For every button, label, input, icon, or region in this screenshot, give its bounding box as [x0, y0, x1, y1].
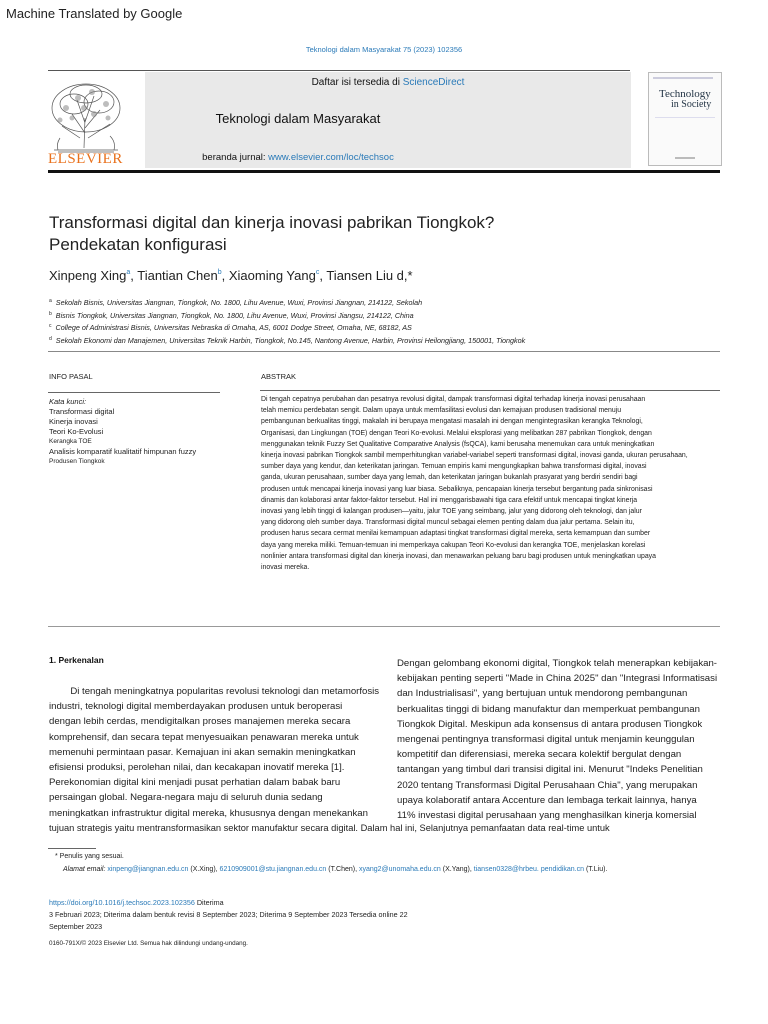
publisher-logo-text: ELSEVIER	[48, 151, 123, 167]
author[interactable]: Tiansen Liu d,*	[326, 268, 413, 283]
email-link[interactable]: xyang2@unomaha.edu.cn	[358, 866, 441, 873]
affiliation-item: $^a$ Sekolah Bisnis, Universitas Jiangnan, Tiongkok, No. 1800, Lihu Avenue, Wuxi, Provinsi Jiangnan, 214122, Sekolah	[49, 298, 423, 307]
header-rule-top	[48, 70, 630, 71]
copyright-line: 0160-791X/© 2023 Elsevier Ltd. Semua hak dilindungi undang-undang.	[49, 940, 248, 947]
affiliation-item: $^b$ Bisnis Tiongkok, Universitas Jiangnan, Tiongkok, No. 1800, Lihu Avenue, Wuxi, Provinsi Jiangsu, 214122, China	[49, 310, 414, 320]
email-link[interactable]: tiansen0328@hrbeu. pendidikan.cn	[473, 866, 585, 873]
footnote-rule	[48, 848, 96, 849]
journal-citation[interactable]: Teknologi dalam Masyarakat 75 (2023) 102356	[305, 45, 463, 54]
footnotes	[49, 850, 607, 876]
divider	[260, 390, 720, 391]
corresponding-author-note: * Penulis yang sesuai.	[55, 853, 124, 860]
keywords-block	[49, 397, 196, 467]
email-link[interactable]: 6210909001@stu.jiangnan.edu.cn	[219, 866, 327, 873]
keyword: Transformasi digital	[49, 407, 115, 416]
keyword: Teori Ko-Evolusi	[49, 427, 104, 436]
keyword: Analisis komparatif kualitatif himpunan fuzzy	[49, 447, 197, 456]
article-history: https://doi.org/10.1016/j.techsoc.2023.102356 Diterima 3 Februari 2023; Diterima dalam bentuk revisi 8 September 2023; Diterima 9 September 2023 Tersedia online 22 September 2023	[49, 898, 408, 931]
keywords-label: Kata kunci:	[49, 397, 87, 406]
abstract-heading: ABSTRAK	[261, 372, 297, 381]
email-footnote: Alamat email: xinpeng@jiangnan.edu.cn (X.Xing), 6210909001@stu.jiangnan.edu.cn (T.Chen), xyang2@unomaha.edu.cn (X.Yang), tiansen0328@hrbeu. pendidikan.cn (T.Liu).	[63, 866, 608, 873]
author[interactable]: Tiantian Chen$^b$	[137, 268, 222, 283]
author[interactable]: Xiaoming Yang$^c$	[228, 268, 320, 283]
machine-translated-banner: Machine Translated by Google	[6, 6, 183, 21]
affiliation-item: $^d$ Sekolah Ekonomi dan Manajemen, Universitas Teknik Harbin, Tiongkok, No.145, Nantong Avenue, Harbin, Provinsi Heilongjiang, 150001, Tiongkok	[49, 335, 526, 345]
cover-title-1: Technology	[659, 88, 711, 100]
header-rule-bottom	[48, 170, 720, 173]
body-column-left: Di tengah meningkatnya popularitas revolusi teknologi dan metamorfosis industri, teknologi digital memberdayakan produsen untuk beroperasi dengan lebih cerdas, mendigitalkan proses manajemen mereka secara komprehensif, dan secara tepat menyesuaikan penawaran mereka untuk memenuhi permintaan pasar. Kemajuan ini akan semakin meningkatkan efisiensi produksi, perolehan nilai, dan kecakapan inovatif mereka [1]. Perekonomian digital kini menjadi pusat perhatian dalam babak baru persaingan global. Negara-negara maju di seluruh dunia sedang meningkatkan infrastruktur digital mereka, khususnya dengan menekankan tujuan strategis yaitu mentransformasikan sektor manufaktur secara digital. Dalam hal ini, Selanjutnya pemanfaatan data real-time untuk	[49, 686, 610, 833]
divider	[48, 626, 720, 627]
paper-title: Transformasi digital dan kinerja inovasi pabrikan Tiongkok? Pendekatan konfigurasi	[49, 213, 495, 254]
journal-title: Teknologi dalam Masyarakat	[215, 111, 381, 126]
article-info-heading: INFO PASAL	[49, 372, 93, 381]
keyword: Kinerja inovasi	[49, 417, 98, 426]
divider	[48, 351, 720, 352]
affiliation-item: $^c$ College of Administrasi Bisnis, Universitas Nebraska di Omaha, AS, 6001 Dodge Street, Omaha, NE, 68182, AS	[49, 323, 412, 332]
keyword: Kerangka TOE	[49, 438, 92, 445]
sciencedirect-link[interactable]: ScienceDirect	[402, 77, 465, 88]
body-column-right: Dengan gelombang ekonomi digital, Tiongkok telah menerapkan kebijakan- kebijakan penting seperti "Made in China 2025" dan "Integrasi Informatisasi dan Industrialisasi", yang bertujuan untuk mendorong pembangunan berkualitas tinggi di bidang manufaktur dan memperkuat pembangunan Tiongkok Digital. Meskipun ada konsensus di antara produsen Tiongkok mengenai pentingnya transformasi digital untuk menjamin keunggulan kompetitif dan diferensiasi, mereka secara kolektif bergulat dengan tantangan yang timbul dari transisi digital ini. Menurut "Indeks Penelitian 2020 tentang Transformasi Digital Perusahaan Chia", yang merupakan upaya kolaboratif antara Accenture dan lembaga terkait lainnya, hanya 11% investasi digital perusahaan yang menghasilkan kinerja komersial	[397, 658, 718, 822]
cover-title-2: in Society	[671, 99, 712, 110]
doi-link[interactable]: https://doi.org/10.1016/j.techsoc.2023.102356	[49, 898, 195, 907]
author[interactable]: Xinpeng Xing$^a$	[49, 268, 131, 283]
received-dates: 3 Februari 2023; Diterima dalam bentuk revisi 8 September 2023; Diterima 9 September 2023 Tersedia online 22	[49, 910, 408, 919]
author-list: Xinpeng Xing$^a$, Tiantian Chen$^b$, Xiaoming Yang$^c$, Tiansen Liu d,*	[49, 268, 413, 283]
availability-line: Daftar isi tersedia di ScienceDirect	[311, 77, 465, 88]
journal-cover-thumbnail[interactable]	[648, 72, 722, 166]
journal-homepage-line: beranda jurnal: www.elsevier.com/loc/techsoc	[202, 152, 394, 163]
keyword: Produsen Tiongkok	[49, 458, 105, 465]
journal-homepage-link[interactable]: www.elsevier.com/loc/techsoc	[268, 152, 394, 163]
affiliations	[49, 296, 525, 346]
divider	[48, 392, 220, 393]
received-dates-cont: September 2023	[49, 922, 103, 931]
email-link[interactable]: xinpeng@jiangnan.edu.cn	[107, 866, 189, 873]
section-heading-introduction: 1. Perkenalan	[49, 655, 104, 665]
abstract-text: Di tengah cepatnya perubahan dan pesatnya revolusi digital, dampak transformasi digital terhadap kinerja inovasi perusahaan telah memicu perdebatan sengit. Dalam upaya untuk memfasilitasi evolusi dan kemajuan produsen tradisional menuju pembangunan berkualitas tinggi, makalah ini berupaya mengatasi masalah ini dengan mengintegrasikan kerangka Teknologi, Organisasi, dan Lingkungan (TOE) dengan Teori Ko-evolusi. Melalui eksplorasi yang melibatkan 287 pabrikan Tiongkok, dengan menggunakan teknik Fuzzy Set Qualitative Comparative Analysis (fsQCA), kami berusaha menemukan cara untuk meningkatkan kinerja inovasi pabrikan Tiongkok sambil memperhitungkan variabel-variabel seperti transformasi digital, inovasi ganda, ukuran perusahaan, sumber daya yang kendur, dan keterikatan jaringan. Temuan empiris kami mengungkapkan bahwa transformasi digital, inovasi ganda, ukuran perusahaan, sumber daya yang lemah, dan keterikatan jaringan bukanlah prasyarat yang berdiri sendiri bagi produsen untuk mencapai kinerja inovasi yang luar biasa. Sebaliknya, pencapaian kinerja tersebut bergantung pada sinkronisasi dinamis dan kolaborasi antar faktor-faktor tersebut. Hal ini menggarisbawahi tiga cara efektif untuk mencapai tingkat kinerja inovasi yang lebih tinggi di kalangan produsen—yaitu, jalur TOE yang seimbang, jalur yang didorong oleh teknologi, dan jalur yang didorong oleh sumber daya. Transformasi digital muncul sebagai elemen penting dalam dua jalur pertama. Selain itu, produsen harus secara cermat menilai kemampuan adaptasi tingkat transformasi digital mereka, serta kemampuan dan sumber daya yang mereka miliki. Temuan-temuan ini memperkaya cakupan Teori Ko-evolusi dan kerangka TOE, menjelaskan korelasi nonlinier antara transformasi digital dan kinerja inovasi, dan menawarkan peluang baru bagi produsen untuk meningkatkan upaya inovasi mereka.	[261, 396, 688, 572]
